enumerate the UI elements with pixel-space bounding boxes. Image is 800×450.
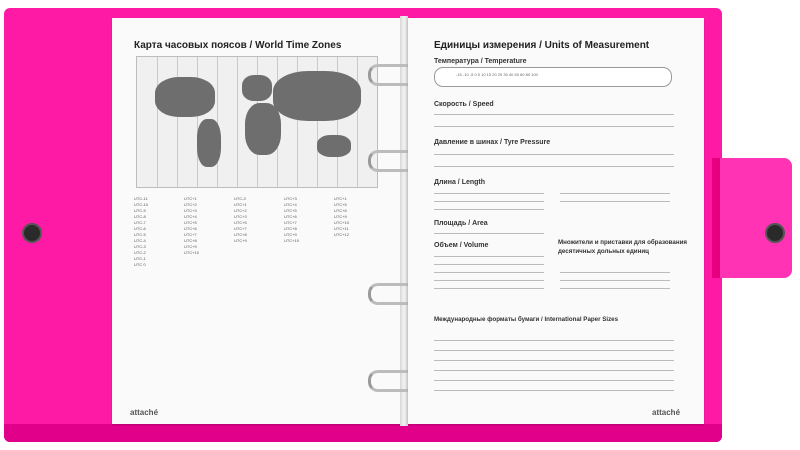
south-america-shape — [197, 119, 221, 167]
africa-shape — [245, 103, 281, 155]
left-page-title: Карта часовых поясов / World Time Zones — [134, 40, 342, 51]
length-line-2 — [434, 201, 544, 202]
volume-line-2 — [434, 264, 544, 265]
speed-row-2 — [434, 126, 674, 127]
paper-row-3 — [434, 360, 674, 361]
timezone-column-1: UTC-11 UTC-10 UTC-9 UTC-8 UTC-7 UTC-6 UTC-5 UTC-4 UTC-3 UTC-2 UTC-1 UTC 0 — [134, 196, 149, 267]
section-speed: Скорость / Speed — [434, 101, 494, 108]
thermometer-scale — [434, 67, 672, 87]
volume-line-4 — [434, 280, 544, 281]
volume-line-5 — [434, 288, 544, 289]
right-page-title: Единицы измерения / Units of Measurement — [434, 40, 650, 51]
multiplier-line-3 — [560, 288, 670, 289]
section-paper-sizes: Международные форматы бумаги / International Paper Sizes — [434, 316, 619, 323]
left-brand-logo: attaché — [130, 408, 159, 417]
multiplier-line-1 — [560, 272, 670, 273]
section-length: Длина / Length — [434, 179, 486, 186]
length-line-5 — [560, 201, 670, 202]
binder-closure-flap[interactable] — [712, 158, 792, 278]
speed-row-1 — [434, 114, 674, 115]
right-snap-button[interactable] — [765, 223, 785, 243]
celsius-row: -15 -10 -5 0 5 10 15 20 25 30 40 50 60 80 100 — [456, 72, 538, 77]
volume-line-1 — [434, 256, 544, 257]
multiplier-line-2 — [560, 280, 670, 281]
volume-line-3 — [434, 272, 544, 273]
section-volume: Объем / Volume — [434, 242, 489, 249]
north-america-shape — [155, 77, 215, 117]
tyre-row-2 — [434, 166, 674, 167]
timezone-column-2: UTC+1 UTC+2 UTC+3 UTC+4 UTC+5 UTC+6 UTC+7 UTC+8 UTC+9 UTC+10 — [184, 196, 200, 255]
asia-shape — [273, 71, 361, 121]
section-multipliers: Множители и приставки для образования десятичных дольных единиц — [558, 239, 687, 255]
length-line-3 — [434, 209, 544, 210]
flap-edge — [712, 158, 720, 278]
paper-row-1 — [434, 340, 674, 341]
world-map — [136, 56, 378, 188]
paper-row-6 — [434, 390, 674, 391]
right-brand-logo: attaché — [652, 408, 681, 417]
paper-row-5 — [434, 380, 674, 381]
section-temperature: Температура / Temperature — [434, 58, 527, 65]
timezone-column-5: UTC+1 UTC+5 UTC+6 UTC+9 UTC+10 UTC+11 UTC+12 — [334, 196, 350, 237]
section-area: Площадь / Area — [434, 220, 488, 227]
australia-shape — [317, 135, 351, 157]
timezone-column-4: UTC+3 UTC+4 UTC+5 UTC+6 UTC+7 UTC+8 UTC+9 UTC+10 — [284, 196, 300, 243]
paper-row-2 — [434, 350, 674, 351]
timezone-column-3: UTC-3 UTC+1 UTC+2 UTC+3 UTC+5 UTC+7 UTC+8 UTC+9 — [234, 196, 247, 243]
length-line-1 — [434, 193, 544, 194]
paper-row-4 — [434, 370, 674, 371]
binder-bottom-edge — [4, 424, 722, 442]
left-snap-button[interactable] — [22, 223, 42, 243]
area-line-1 — [434, 233, 544, 234]
europe-shape — [242, 75, 272, 101]
tyre-row-1 — [434, 154, 674, 155]
section-tyre-pressure: Давление в шинах / Tyre Pressure — [434, 139, 551, 146]
length-line-4 — [560, 193, 670, 194]
